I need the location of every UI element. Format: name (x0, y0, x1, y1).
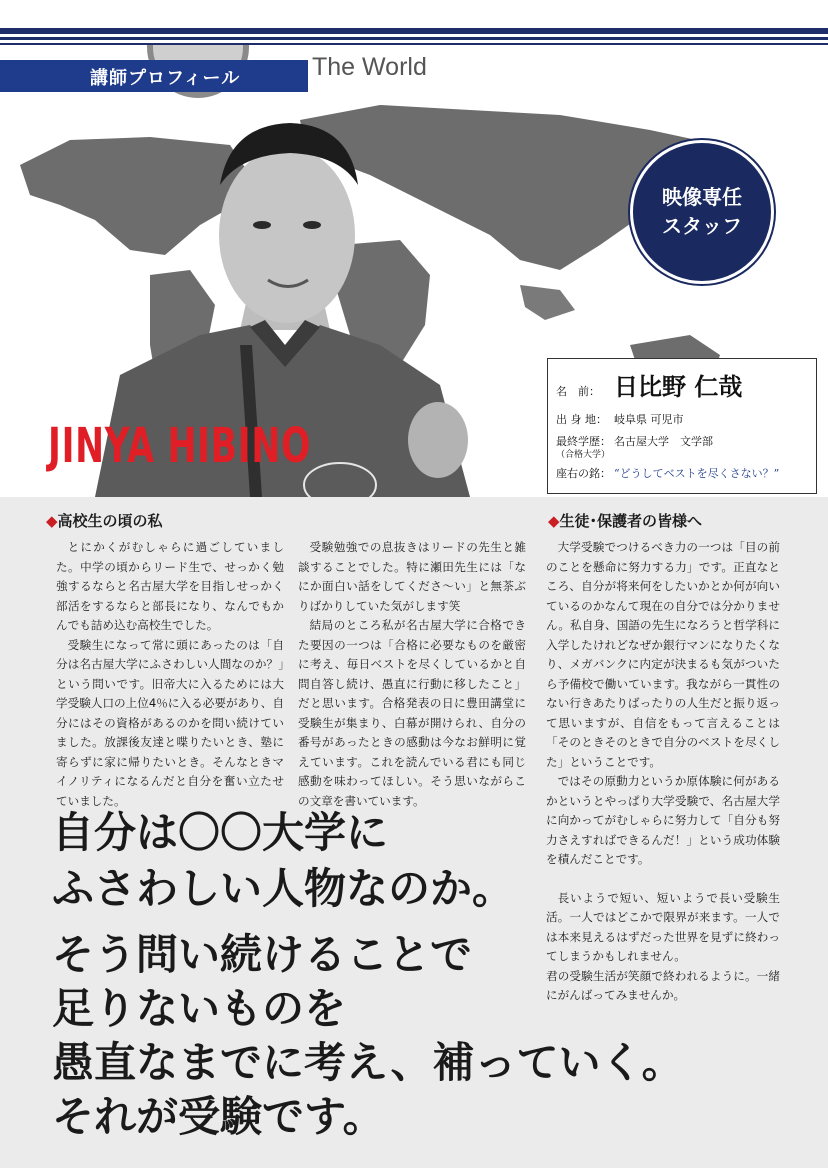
birthplace-value: 岐阜県 可児市 (614, 413, 684, 426)
diamond-icon: ◆ (46, 512, 58, 530)
quote-line: 足りないものを (52, 984, 347, 1033)
quote-line: 自分は〇〇大学に (52, 808, 389, 857)
paragraph: ではその原動力というか原体験に何があるかというとやっぱり大学受験で、名古屋大学に向かってがむしゃらに努力して「自分も努力さえすればできるんだ！」という成功体験を積んだことです。 (546, 774, 780, 866)
paragraph: 受験生になって常に頭にあったのは「自分は名古屋大学にふさわしい人間なのか？」という問いです。旧帝大に入るためには大学受験人口の上位4％に入る必要があり、自分にはその資格があるのかを問い続けていました。放課後友達と喋りたいとき、塾に寄らずに家に帰りたいとき。そんなときマイノリティになるんだと自分を奮い立たせていました。 (56, 637, 284, 808)
paragraph: 結局のところ私が名古屋大学に合格できた要因の一つは「合格に必要なものを厳密に考え、毎日ベストを尽くしているかと自問自答し続け、愚直に行動に移したこと」だと思います。合格発表の日に豊田講堂に受験生が集まり、白幕が開けられ、自分の番号があったときの感動は今なお鮮明に覚えています。これを読んでいる君にも同じ感動を味わってほしい。そう思いながらこの文章を書いています。 (298, 618, 526, 808)
quote-line: それが受験です。 (52, 1092, 385, 1141)
body-column (546, 538, 780, 1006)
quote-line: 愚直なまでに考え、補っていく。 (52, 1038, 684, 1087)
name-english: JINYA HIBINO (48, 418, 312, 474)
birthplace-label: 出 身 地： (556, 413, 607, 426)
motto-label: 座右の銘： (556, 467, 611, 480)
section-label-text: 講師プロフィール (90, 68, 241, 89)
quote-line: そう問い続けることで (52, 930, 473, 979)
paragraph: 大学受験でつけるべき力の一つは「目の前のことを懸命に努力する力」です。正直なところ、自分が将来何をしたいかとか何が向いているのかなんて現在の自分では分かりません。私自身、国語の先生になろうと哲学科に入学したけれどなぜか銀行マンになりたくなり、メガバンクに内定が決まるも気がついたら予備校で働いています。我ながら一貫性のない行きあたりばったりの人生だと振り返って思いますが、自信をもって言えることは「そのときそのときで自分のベストを尽くした」ということです。 (546, 540, 780, 769)
paragraph: 長いようで短い、短いようで長い受験生活。一人ではどこかで限界が来ます。一人では本来見えるはずだった世界を見ずに終わってしまうかもしれません。 (546, 890, 780, 963)
backdrop-text: The World (312, 53, 427, 81)
quote-line: ふさわしい人物なのか。 (52, 864, 515, 913)
badge-line: スタッフ (662, 214, 742, 238)
profile-name-row (556, 367, 742, 402)
profile-motto-row (556, 465, 779, 481)
badge-line: 映像専任 (662, 185, 742, 209)
education-value: 名古屋大学 文学部 (614, 435, 713, 448)
education-label: 最終学歴： (556, 435, 611, 448)
profile-birthplace-row (556, 411, 684, 427)
section-label (0, 60, 308, 92)
motto-value: “どうしてベストを尽くさない？” (614, 467, 780, 480)
header-stripe (0, 37, 828, 40)
profile-card (547, 358, 817, 494)
paragraph: 君の受験生活が笑顔で終われるように。一緒にがんばってみませんか。 (546, 968, 780, 1002)
education-sub: （合格大学） (556, 450, 611, 460)
paragraph: 受験勉強での息抜きはリードの先生と雑談することでした。特に瀬田先生には「なにか面白い話をしてくださ〜い」と無茶ぶりばかりしていた気がします笑 (298, 540, 526, 613)
diamond-icon: ◆ (548, 512, 560, 530)
body-column (298, 538, 526, 811)
section-heading (46, 510, 163, 531)
name-label: 名 前： (556, 385, 600, 398)
paragraph: とにかくがむしゃらに過ごしていました。中学の頃からリード生で、せっかく勉強するならと名古屋大学を目指しせっかく部活をするならと部長になり、なんでもかんでも詰め込む高校生でした。 (56, 540, 284, 632)
body-column (56, 538, 284, 811)
section-heading (548, 510, 702, 531)
heading-text: 生徒･保護者の皆様へ (559, 512, 703, 530)
name-value: 日比野 仁哉 (614, 372, 743, 401)
role-badge (630, 140, 774, 284)
heading-text: 高校生の頃の私 (57, 512, 163, 530)
header-stripe (0, 28, 828, 34)
